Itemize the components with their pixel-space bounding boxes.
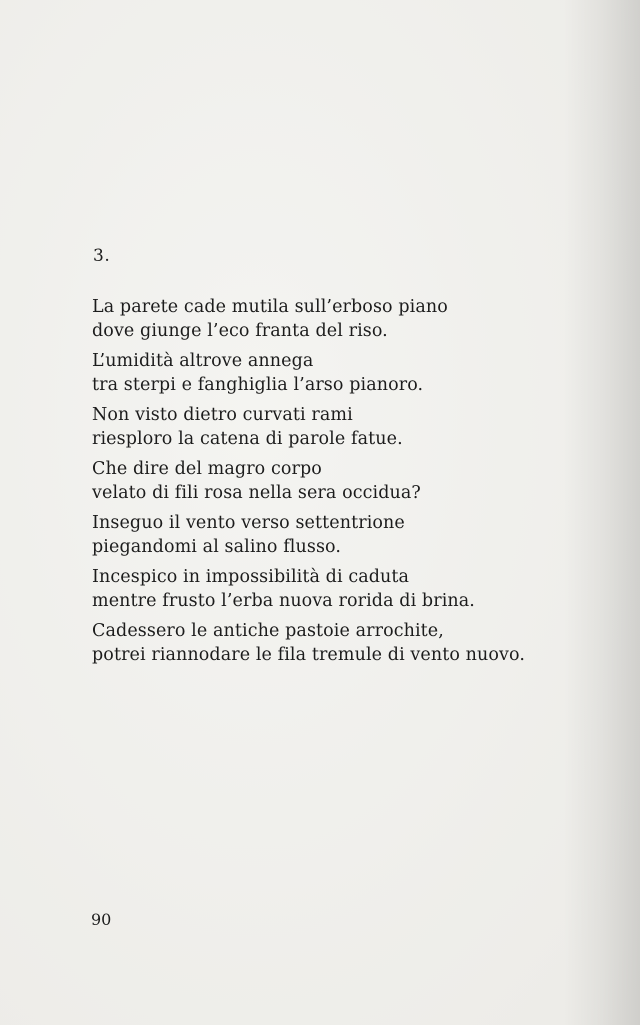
verse-line: Incespico in impossibilità di caduta [92, 567, 410, 587]
verse-line: dove giunge l’eco franta del riso. [92, 320, 388, 341]
stanza-4 [92, 458, 572, 505]
stanza-6 [92, 566, 572, 613]
verse-line: Cadessero le antiche pastoie arrochite, [92, 621, 444, 641]
verse-line: riesploro la catena di parole fatue. [92, 428, 403, 449]
section-number: 3. [93, 246, 111, 266]
verse-line: tra sterpi e fanghiglia l’arso pianoro. [92, 374, 424, 395]
stanza-3 [92, 404, 572, 451]
stanza-7 [92, 620, 572, 667]
verse-line: Che dire del magro corpo [92, 459, 322, 479]
poem [92, 296, 572, 674]
page-number: 90 [91, 910, 112, 929]
verse-line: L’umidità altrove annega [92, 351, 314, 371]
verse-line: piegandomi al salino flusso. [92, 536, 342, 557]
verse-line: Inseguo il vento verso settentrione [92, 513, 405, 533]
stanza-1 [92, 296, 572, 343]
verse-line: velato di fili rosa nella sera occidua? [92, 482, 421, 503]
stanza-5 [92, 512, 572, 559]
verse-line: La parete cade mutila sull’erboso piano [92, 297, 448, 317]
stanza-2 [92, 350, 572, 397]
verse-line: potrei riannodare le fila tremule di vento nuovo. [92, 644, 526, 665]
verse-line: mentre frusto l’erba nuova rorida di brina. [92, 590, 475, 611]
verse-line: Non visto dietro curvati rami [92, 405, 353, 425]
